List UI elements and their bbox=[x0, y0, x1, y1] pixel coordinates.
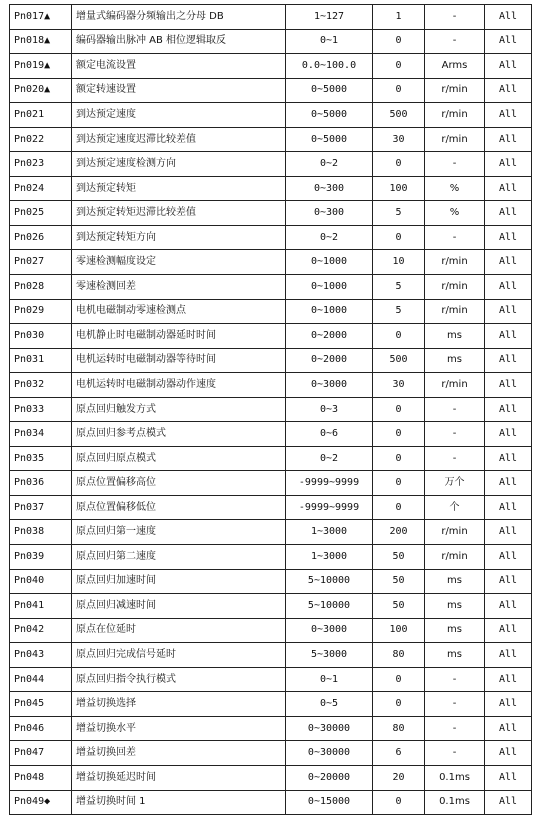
param-name: 额定转速设置 bbox=[72, 78, 286, 103]
param-unit: - bbox=[425, 5, 485, 30]
param-name: 电机运转时电磁制动器等待时间 bbox=[72, 348, 286, 373]
param-range: 1~127 bbox=[286, 5, 373, 30]
table-row bbox=[10, 103, 532, 128]
param-name: 增益切换延迟时间 bbox=[72, 765, 286, 790]
param-range: 5~10000 bbox=[286, 569, 373, 594]
param-name: 原点回归原点模式 bbox=[72, 446, 286, 471]
param-default: 6 bbox=[373, 741, 425, 766]
table-row bbox=[10, 741, 532, 766]
param-unit: % bbox=[425, 201, 485, 226]
param-default: 0 bbox=[373, 471, 425, 496]
param-unit: - bbox=[425, 397, 485, 422]
param-mode: All bbox=[485, 54, 532, 79]
param-mode: All bbox=[485, 741, 532, 766]
param-range: 0~6 bbox=[286, 422, 373, 447]
table-row bbox=[10, 54, 532, 79]
param-unit: 0.1ms bbox=[425, 790, 485, 815]
param-mode: All bbox=[485, 250, 532, 275]
param-name: 增益切换水平 bbox=[72, 716, 286, 741]
table-row bbox=[10, 397, 532, 422]
table-row bbox=[10, 78, 532, 103]
table-row bbox=[10, 495, 532, 520]
param-code: Pn025 bbox=[10, 201, 72, 226]
table-row bbox=[10, 520, 532, 545]
table-row bbox=[10, 324, 532, 349]
param-default: 0 bbox=[373, 667, 425, 692]
table-row bbox=[10, 716, 532, 741]
param-unit: % bbox=[425, 176, 485, 201]
param-default: 0 bbox=[373, 54, 425, 79]
param-code: Pn028 bbox=[10, 275, 72, 300]
table-row bbox=[10, 275, 532, 300]
param-range: 0~2 bbox=[286, 225, 373, 250]
param-code: Pn019▲ bbox=[10, 54, 72, 79]
param-name: 零速检测回差 bbox=[72, 275, 286, 300]
param-unit: - bbox=[425, 29, 485, 54]
param-mode: All bbox=[485, 422, 532, 447]
param-default: 50 bbox=[373, 545, 425, 570]
param-range: 0~300 bbox=[286, 201, 373, 226]
param-mode: All bbox=[485, 176, 532, 201]
param-code: Pn030 bbox=[10, 324, 72, 349]
param-name: 编码器输出脉冲 AB 相位逻辑取反 bbox=[72, 29, 286, 54]
table-row bbox=[10, 618, 532, 643]
param-code: Pn034 bbox=[10, 422, 72, 447]
param-range: 0~5000 bbox=[286, 103, 373, 128]
param-name: 增益切换回差 bbox=[72, 741, 286, 766]
param-unit: - bbox=[425, 446, 485, 471]
param-mode: All bbox=[485, 373, 532, 398]
param-mode: All bbox=[485, 471, 532, 496]
table-row bbox=[10, 790, 532, 815]
param-code: Pn047 bbox=[10, 741, 72, 766]
param-default: 80 bbox=[373, 716, 425, 741]
param-unit: - bbox=[425, 152, 485, 177]
table-row bbox=[10, 569, 532, 594]
param-name: 原点回归完成信号延时 bbox=[72, 643, 286, 668]
param-default: 0 bbox=[373, 790, 425, 815]
param-range: 0~2000 bbox=[286, 324, 373, 349]
param-unit: - bbox=[425, 422, 485, 447]
table-row bbox=[10, 250, 532, 275]
param-code: Pn043 bbox=[10, 643, 72, 668]
param-mode: All bbox=[485, 397, 532, 422]
param-default: 500 bbox=[373, 103, 425, 128]
param-range: 1~3000 bbox=[286, 545, 373, 570]
param-unit: 0.1ms bbox=[425, 765, 485, 790]
param-mode: All bbox=[485, 569, 532, 594]
table-row bbox=[10, 348, 532, 373]
param-code: Pn032 bbox=[10, 373, 72, 398]
table-row bbox=[10, 422, 532, 447]
table-row bbox=[10, 594, 532, 619]
param-mode: All bbox=[485, 446, 532, 471]
param-mode: All bbox=[485, 78, 532, 103]
param-code: Pn036 bbox=[10, 471, 72, 496]
param-name: 原点在位延时 bbox=[72, 618, 286, 643]
table-row bbox=[10, 692, 532, 717]
table-row bbox=[10, 471, 532, 496]
param-default: 0 bbox=[373, 29, 425, 54]
param-name: 原点回归减速时间 bbox=[72, 594, 286, 619]
param-unit: ms bbox=[425, 324, 485, 349]
param-name: 到达预定速度迟滞比较差值 bbox=[72, 127, 286, 152]
param-range: -9999~9999 bbox=[286, 471, 373, 496]
param-range: 0~3 bbox=[286, 397, 373, 422]
table-row bbox=[10, 667, 532, 692]
param-range: 0~2000 bbox=[286, 348, 373, 373]
param-range: 0~1000 bbox=[286, 250, 373, 275]
param-mode: All bbox=[485, 324, 532, 349]
param-code: Pn033 bbox=[10, 397, 72, 422]
param-range: 0~1000 bbox=[286, 275, 373, 300]
param-default: 0 bbox=[373, 397, 425, 422]
param-code: Pn023 bbox=[10, 152, 72, 177]
param-default: 100 bbox=[373, 176, 425, 201]
param-unit: r/min bbox=[425, 520, 485, 545]
param-unit: 个 bbox=[425, 495, 485, 520]
param-code: Pn044 bbox=[10, 667, 72, 692]
param-name: 原点位置偏移高位 bbox=[72, 471, 286, 496]
param-range: 0~2 bbox=[286, 446, 373, 471]
param-mode: All bbox=[485, 545, 532, 570]
parameter-table-body bbox=[10, 5, 532, 815]
param-mode: All bbox=[485, 5, 532, 30]
param-name: 额定电流设置 bbox=[72, 54, 286, 79]
param-mode: All bbox=[485, 594, 532, 619]
param-unit: ms bbox=[425, 643, 485, 668]
param-unit: r/min bbox=[425, 373, 485, 398]
param-code: Pn038 bbox=[10, 520, 72, 545]
param-unit: Arms bbox=[425, 54, 485, 79]
param-name: 原点位置偏移低位 bbox=[72, 495, 286, 520]
param-unit: r/min bbox=[425, 78, 485, 103]
param-code: Pn049◆ bbox=[10, 790, 72, 815]
table-row bbox=[10, 643, 532, 668]
param-range: 0.0~100.0 bbox=[286, 54, 373, 79]
param-mode: All bbox=[485, 348, 532, 373]
param-default: 10 bbox=[373, 250, 425, 275]
param-unit: - bbox=[425, 716, 485, 741]
param-unit: - bbox=[425, 741, 485, 766]
table-row bbox=[10, 127, 532, 152]
param-default: 5 bbox=[373, 275, 425, 300]
param-mode: All bbox=[485, 201, 532, 226]
param-range: 0~15000 bbox=[286, 790, 373, 815]
table-row bbox=[10, 765, 532, 790]
param-name: 原点回归触发方式 bbox=[72, 397, 286, 422]
param-name: 电机电磁制动零速检测点 bbox=[72, 299, 286, 324]
param-default: 5 bbox=[373, 299, 425, 324]
param-name: 电机运转时电磁制动器动作速度 bbox=[72, 373, 286, 398]
param-code: Pn020▲ bbox=[10, 78, 72, 103]
param-mode: All bbox=[485, 520, 532, 545]
table-row bbox=[10, 176, 532, 201]
param-range: 0~3000 bbox=[286, 618, 373, 643]
param-code: Pn018▲ bbox=[10, 29, 72, 54]
param-unit: ms bbox=[425, 594, 485, 619]
param-code: Pn040 bbox=[10, 569, 72, 594]
param-code: Pn027 bbox=[10, 250, 72, 275]
param-mode: All bbox=[485, 667, 532, 692]
param-range: 0~2 bbox=[286, 152, 373, 177]
param-name: 到达预定速度 bbox=[72, 103, 286, 128]
param-name: 原点回归加速时间 bbox=[72, 569, 286, 594]
param-name: 增量式编码器分频输出之分母 DB bbox=[72, 5, 286, 30]
param-unit: r/min bbox=[425, 250, 485, 275]
param-default: 0 bbox=[373, 225, 425, 250]
param-unit: - bbox=[425, 225, 485, 250]
table-row bbox=[10, 201, 532, 226]
param-range: -9999~9999 bbox=[286, 495, 373, 520]
param-range: 0~20000 bbox=[286, 765, 373, 790]
param-code: Pn029 bbox=[10, 299, 72, 324]
param-range: 0~300 bbox=[286, 176, 373, 201]
param-code: Pn017▲ bbox=[10, 5, 72, 30]
table-row bbox=[10, 299, 532, 324]
table-row bbox=[10, 225, 532, 250]
param-range: 0~1000 bbox=[286, 299, 373, 324]
param-name: 原点回归第二速度 bbox=[72, 545, 286, 570]
param-code: Pn021 bbox=[10, 103, 72, 128]
param-code: Pn024 bbox=[10, 176, 72, 201]
param-default: 80 bbox=[373, 643, 425, 668]
param-name: 零速检测幅度设定 bbox=[72, 250, 286, 275]
param-mode: All bbox=[485, 127, 532, 152]
param-range: 0~5000 bbox=[286, 78, 373, 103]
param-default: 0 bbox=[373, 446, 425, 471]
param-default: 20 bbox=[373, 765, 425, 790]
param-mode: All bbox=[485, 275, 532, 300]
param-code: Pn026 bbox=[10, 225, 72, 250]
param-code: Pn035 bbox=[10, 446, 72, 471]
param-name: 到达预定速度检测方向 bbox=[72, 152, 286, 177]
param-range: 0~5000 bbox=[286, 127, 373, 152]
param-unit: 万个 bbox=[425, 471, 485, 496]
param-unit: r/min bbox=[425, 299, 485, 324]
param-range: 5~3000 bbox=[286, 643, 373, 668]
param-name: 到达预定转矩方向 bbox=[72, 225, 286, 250]
param-code: Pn041 bbox=[10, 594, 72, 619]
param-mode: All bbox=[485, 716, 532, 741]
param-default: 0 bbox=[373, 78, 425, 103]
param-code: Pn046 bbox=[10, 716, 72, 741]
param-range: 0~30000 bbox=[286, 716, 373, 741]
param-range: 0~3000 bbox=[286, 373, 373, 398]
param-mode: All bbox=[485, 299, 532, 324]
param-mode: All bbox=[485, 790, 532, 815]
param-name: 增益切换选择 bbox=[72, 692, 286, 717]
param-name: 原点回归第一速度 bbox=[72, 520, 286, 545]
param-code: Pn022 bbox=[10, 127, 72, 152]
param-unit: r/min bbox=[425, 127, 485, 152]
param-name: 原点回归参考点模式 bbox=[72, 422, 286, 447]
param-code: Pn031 bbox=[10, 348, 72, 373]
param-mode: All bbox=[485, 152, 532, 177]
param-mode: All bbox=[485, 495, 532, 520]
param-code: Pn048 bbox=[10, 765, 72, 790]
param-name: 到达预定转矩 bbox=[72, 176, 286, 201]
param-range: 0~1 bbox=[286, 29, 373, 54]
param-unit: ms bbox=[425, 348, 485, 373]
param-unit: r/min bbox=[425, 545, 485, 570]
param-mode: All bbox=[485, 103, 532, 128]
param-code: Pn042 bbox=[10, 618, 72, 643]
param-default: 50 bbox=[373, 569, 425, 594]
param-name: 原点回归指令执行模式 bbox=[72, 667, 286, 692]
param-default: 0 bbox=[373, 495, 425, 520]
param-default: 200 bbox=[373, 520, 425, 545]
table-row bbox=[10, 373, 532, 398]
param-default: 30 bbox=[373, 373, 425, 398]
param-name: 电机静止时电磁制动器延时时间 bbox=[72, 324, 286, 349]
param-name: 到达预定转矩迟滞比较差值 bbox=[72, 201, 286, 226]
param-name: 增益切换时间 1 bbox=[72, 790, 286, 815]
param-unit: r/min bbox=[425, 103, 485, 128]
param-range: 5~10000 bbox=[286, 594, 373, 619]
param-range: 0~5 bbox=[286, 692, 373, 717]
param-mode: All bbox=[485, 618, 532, 643]
table-row bbox=[10, 29, 532, 54]
table-row bbox=[10, 152, 532, 177]
param-range: 0~1 bbox=[286, 667, 373, 692]
param-unit: ms bbox=[425, 618, 485, 643]
param-mode: All bbox=[485, 765, 532, 790]
param-default: 0 bbox=[373, 422, 425, 447]
param-default: 0 bbox=[373, 692, 425, 717]
param-default: 500 bbox=[373, 348, 425, 373]
param-unit: - bbox=[425, 692, 485, 717]
table-row bbox=[10, 5, 532, 30]
param-default: 5 bbox=[373, 201, 425, 226]
param-code: Pn037 bbox=[10, 495, 72, 520]
param-default: 0 bbox=[373, 324, 425, 349]
param-unit: ms bbox=[425, 569, 485, 594]
param-range: 0~30000 bbox=[286, 741, 373, 766]
param-mode: All bbox=[485, 692, 532, 717]
param-mode: All bbox=[485, 643, 532, 668]
param-unit: r/min bbox=[425, 275, 485, 300]
param-default: 50 bbox=[373, 594, 425, 619]
table-row bbox=[10, 446, 532, 471]
table-row bbox=[10, 545, 532, 570]
param-default: 0 bbox=[373, 152, 425, 177]
param-default: 30 bbox=[373, 127, 425, 152]
param-code: Pn039 bbox=[10, 545, 72, 570]
param-default: 1 bbox=[373, 5, 425, 30]
param-range: 1~3000 bbox=[286, 520, 373, 545]
param-default: 100 bbox=[373, 618, 425, 643]
parameter-table bbox=[9, 4, 532, 815]
param-code: Pn045 bbox=[10, 692, 72, 717]
param-mode: All bbox=[485, 29, 532, 54]
param-unit: - bbox=[425, 667, 485, 692]
param-mode: All bbox=[485, 225, 532, 250]
